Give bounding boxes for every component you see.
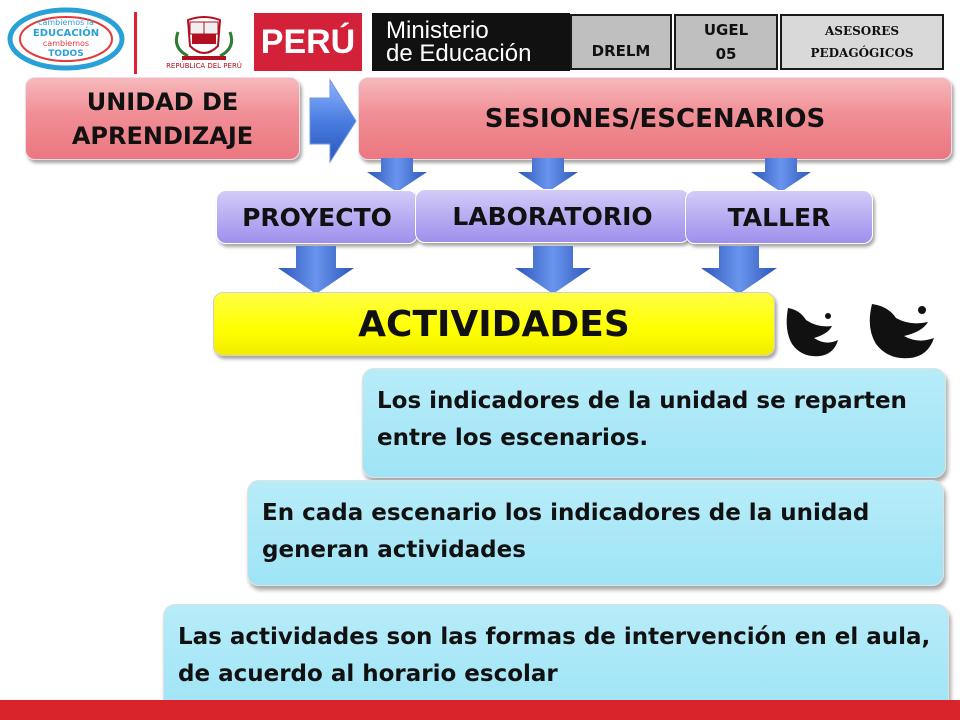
coat-of-arms-logo [158, 12, 250, 72]
ugel-label [674, 14, 778, 70]
note-indicadores-generan: En cada escenario los indicadores de la unidad generan actividades [247, 480, 944, 586]
asesores-line-2: PEDAGÓGICOS [810, 46, 914, 60]
logo-line-1: cambiemos la [38, 18, 94, 27]
ministry-line-1: Ministerio [386, 17, 489, 44]
asesores-label [780, 14, 944, 70]
unidad-line-2: APRENDIZAJE [71, 121, 254, 150]
ink-blob-right-icon [866, 298, 938, 362]
ministry-brand [372, 13, 570, 71]
cambiemos-educacion-logo [8, 8, 124, 70]
ink-blob-left-icon [780, 298, 840, 362]
drelm-label: DRELM [570, 14, 672, 70]
logo-line-3: cambiemos [42, 39, 90, 48]
logo-line-2: EDUCACIÓN [32, 28, 100, 39]
scenario-laboratorio: LABORATORIO [415, 189, 690, 243]
ugel-line-2: 05 [715, 45, 737, 63]
ugel-line-1: UGEL [703, 21, 749, 39]
note-indicadores-reparten: Los indicadores de la unidad se reparten entre los escenarios. [362, 368, 946, 478]
down-arrow-1-icon [276, 246, 356, 296]
sesiones-escenarios-box: SESIONES/ESCENARIOS [358, 77, 952, 160]
down-arrow-taller-icon [749, 158, 813, 194]
unidad-aprendizaje-box [25, 77, 300, 160]
shield-caption: REPÚBLICA DEL PERÚ [166, 62, 242, 70]
down-arrow-proyecto-icon [365, 158, 429, 194]
unidad-line-1: UNIDAD DE [86, 87, 239, 116]
down-arrow-2-icon [513, 246, 593, 296]
footer-bar [0, 700, 960, 720]
scenario-proyecto: PROYECTO [216, 190, 418, 244]
down-arrow-3-icon [699, 246, 779, 296]
logo-line-4: TODOS [48, 49, 84, 59]
ministry-line-2: de Educación [386, 40, 532, 67]
actividades-box: ACTIVIDADES [213, 292, 775, 356]
scenario-taller: TALLER [685, 190, 873, 244]
asesores-line-1: ASESORES [824, 24, 900, 38]
right-arrow-icon [308, 78, 358, 164]
header-divider [134, 12, 137, 74]
peru-brand: PERÚ [254, 13, 362, 71]
note-formas-intervencion: Las actividades son las formas de intervención en el aula, de acuerdo al horario escolar [163, 604, 949, 712]
